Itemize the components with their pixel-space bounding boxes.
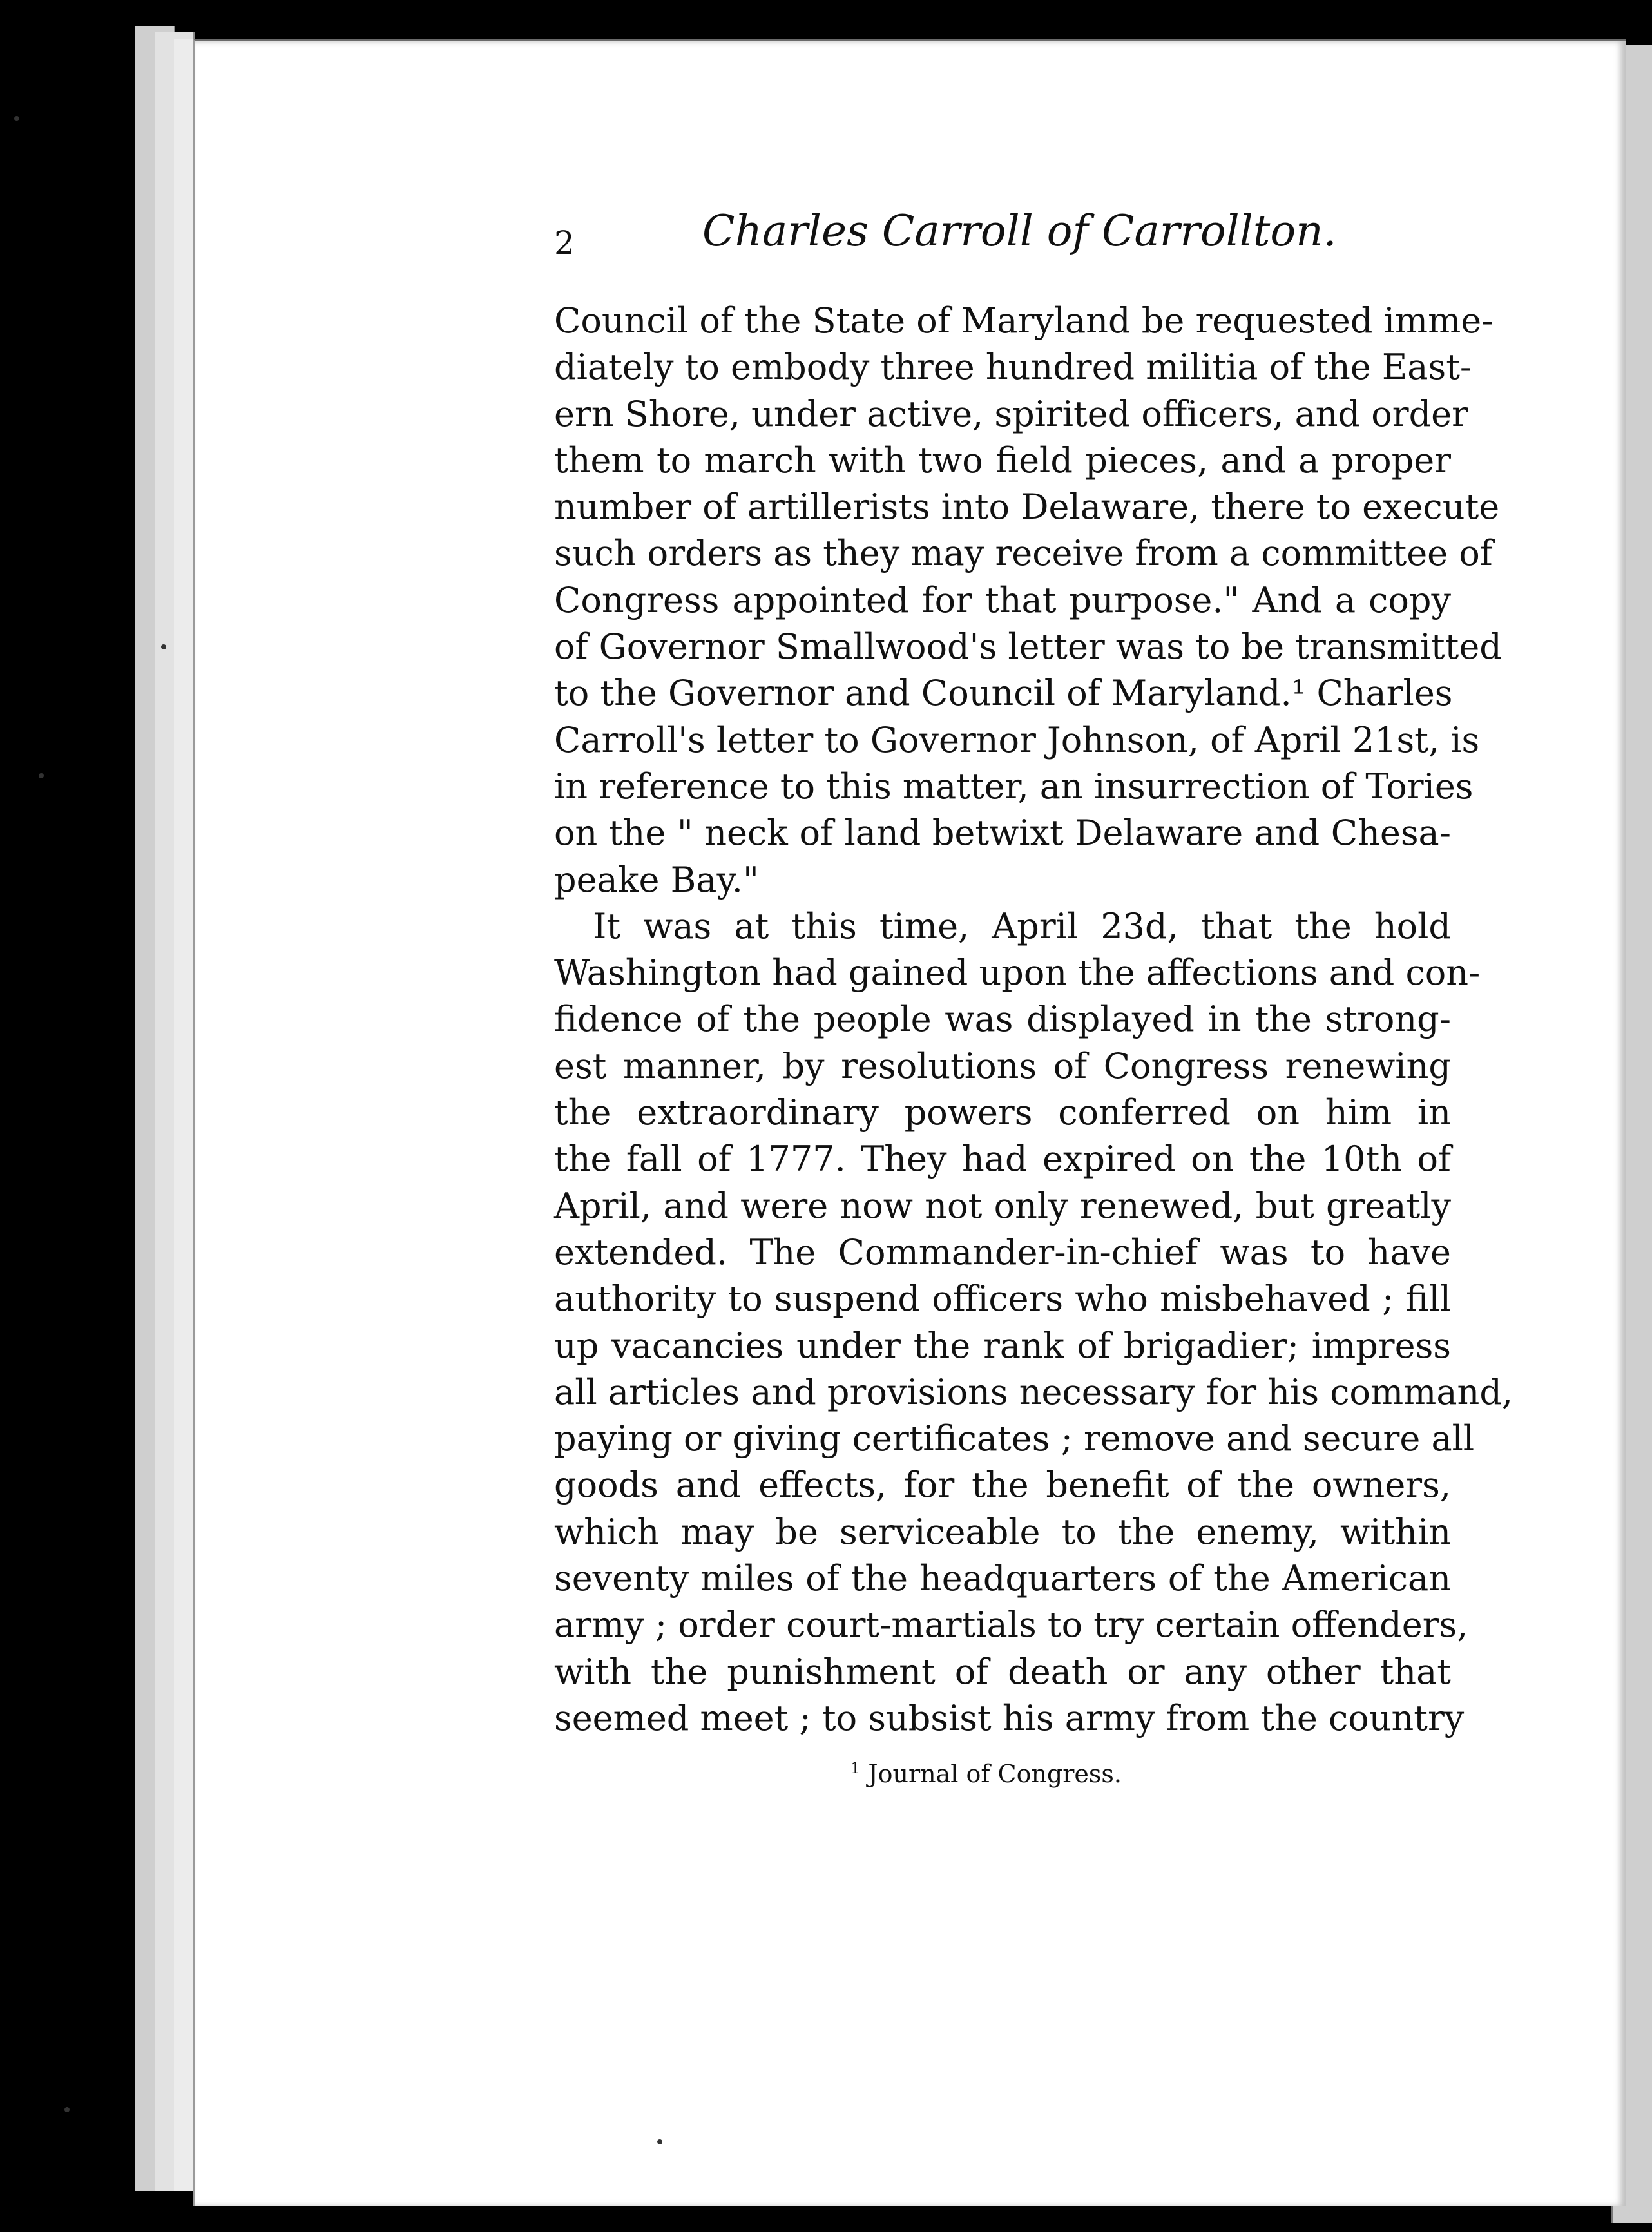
text-line: such orders as they may receive from a committee of: [554, 533, 1493, 574]
text-line: all articles and provisions necessary for his command,: [554, 1371, 1513, 1412]
text-line: seventy miles of the headquarters of the American: [554, 1558, 1451, 1599]
text-line: to the Governor and Council of Maryland.¹ Charles: [554, 673, 1453, 714]
text-line: fidence of the people was displayed in the strong-: [554, 999, 1451, 1040]
text-line: authority to suspend officers who misbehaved ; fill: [554, 1278, 1451, 1320]
scan-speck: [657, 2139, 662, 2144]
text-line: est manner, by resolutions of Congress renewing: [554, 1045, 1451, 1086]
scan-speck: [161, 644, 166, 649]
text-line: extended. The Commander-in-chief was to have: [554, 1231, 1451, 1273]
footnote-marker: 1: [850, 1759, 861, 1777]
scan-speck: [39, 773, 44, 778]
text-line: Washington had gained upon the affections and con-: [554, 952, 1481, 994]
text-line: peake Bay.": [554, 859, 759, 900]
text-line: on the " neck of land betwixt Delaware and Chesa-: [554, 813, 1451, 854]
text-line: It was at this time, April 23d, that the hold: [593, 905, 1451, 947]
text-line: Carroll's letter to Governor Johnson, of April 21st, is: [554, 719, 1480, 760]
text-line: number of artillerists into Delaware, there to execute: [554, 486, 1500, 528]
text-line: in reference to this matter, an insurrection of Tories: [554, 765, 1474, 807]
scan-speck: [14, 116, 19, 121]
text-line: seemed meet ; to subsist his army from the country: [554, 1697, 1465, 1738]
text-line: army ; order court-martials to try certain offenders,: [554, 1604, 1468, 1646]
text-line: the extraordinary powers conferred on him in: [554, 1092, 1451, 1133]
text-line: which may be serviceable to the enemy, within: [554, 1511, 1451, 1552]
text-line: diately to embody three hundred militia of the East-: [554, 347, 1472, 388]
footnote: [850, 1759, 1122, 1788]
text-line: with the punishment of death or any other that: [554, 1651, 1451, 1692]
scan-speck: [64, 2107, 70, 2112]
text-line: them to march with two field pieces, and a proper: [554, 439, 1451, 481]
text-line: Congress appointed for that purpose." And a copy: [554, 579, 1451, 621]
running-head: [554, 206, 1456, 284]
text-line: April, and were now not only renewed, but greatly: [554, 1185, 1451, 1226]
text-line: the fall of 1777. They had expired on the 10th of: [554, 1139, 1451, 1180]
footnote-text: Journal of Congress.: [868, 1760, 1122, 1788]
text-line: Council of the State of Maryland be requested imme-: [554, 300, 1494, 341]
page-number: 2: [554, 224, 575, 262]
text-line: ern Shore, under active, spirited officers, and order: [554, 393, 1468, 434]
text-line: up vacancies under the rank of brigadier; impress: [554, 1325, 1451, 1366]
text-line: goods and effects, for the benefit of the owners,: [554, 1465, 1451, 1506]
body-text: [554, 298, 1513, 1742]
text-line: of Governor Smallwood's letter was to be transmitted: [554, 626, 1502, 668]
running-title: Charles Carroll of Carrollton.: [702, 206, 1337, 256]
text-line: paying or giving certificates ; remove and secure all: [554, 1418, 1475, 1459]
